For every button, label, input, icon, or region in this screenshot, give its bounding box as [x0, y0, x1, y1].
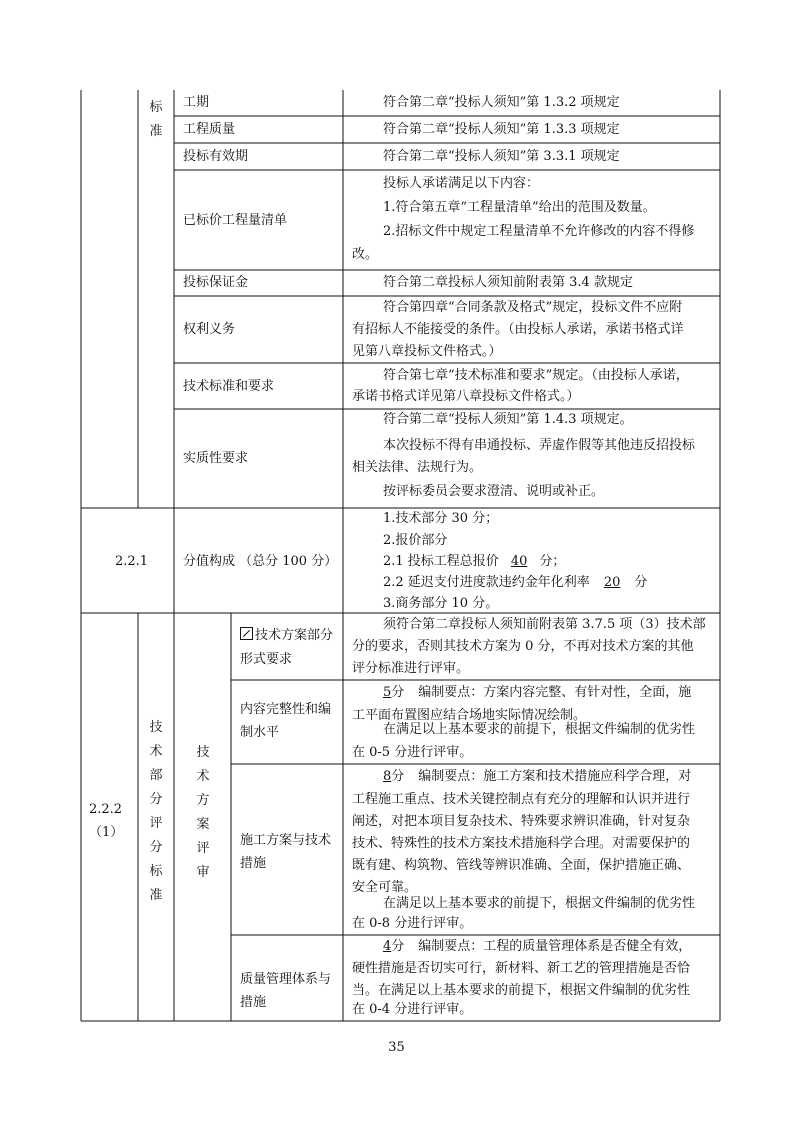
item-content-line: 符合第七章“技术标准和要求”规定。（由投标人承诺， [383, 368, 689, 383]
technical-category-label: 技术部分评分标准 [149, 720, 163, 903]
item-content-line: 当。在满足以上基本要求的前提下，根据文件编制的优劣性 [352, 983, 691, 998]
item-label: 技术标准和要求 [183, 379, 275, 394]
scoring-item-label: 措施 [240, 995, 267, 1010]
item-content-line: 相关法律、法规行为。 [352, 460, 483, 475]
item-label: 已标价工程量清单 [183, 213, 288, 228]
item-content-line: 安全可靠。 [352, 880, 418, 895]
item-content-line: 分的要求，否则其技术方案为 0 分，不再对技术方案的其他 [352, 639, 694, 654]
item-content-line: 符合第二章“投标人须知”第 1.3.2 项规定 [383, 95, 620, 110]
item-label: 投标保证金 [183, 275, 249, 290]
item-content-line: 符合第二章“投标人须知”第 1.3.3 项规定 [383, 122, 620, 137]
item-content-line: 符合第二章“投标人须知”第 3.3.1 项规定 [383, 149, 620, 164]
score-line: 2.报价部分 [383, 533, 448, 548]
item-label: 投标有效期 [183, 149, 249, 164]
scoring-item-label: 内容完整性和编 [240, 702, 332, 717]
item-score: 5 [383, 685, 392, 700]
item-label: 工程质量 [183, 122, 236, 137]
item-content-line: 承诺书格式详见第八章投标文件格式。） [352, 389, 580, 404]
item-score: 8 [383, 769, 392, 784]
clause-number: 2.2.2 [89, 802, 123, 817]
item-label: 工期 [183, 95, 210, 110]
item-content-line: 本次投标不得有串通投标、弄虚作假等其他违反招投标 [383, 438, 696, 453]
item-content-line: 2.招标文件中规定工程量清单不允许修改的内容不得修 [383, 224, 695, 239]
item-content-line: 在 0-4 分进行评审。 [352, 1002, 473, 1017]
checkbox-icon [240, 627, 253, 640]
item-content-line: 1.符合第五章“工程量清单”给出的范围及数量。 [383, 200, 656, 215]
item-content-line: 在满足以上基本要求的前提下，根据文件编制的优劣性 [383, 896, 696, 911]
item-content-line: 有招标人不能接受的条件。（由投标人承诺，承诺书格式详 [352, 322, 684, 337]
item-content-line: 在满足以上基本要求的前提下，根据文件编制的优劣性 [383, 722, 696, 737]
delay-line-suffix: 分 [634, 575, 648, 590]
scoring-first-line: 8分 编制要点：施工方案和技术措施应科学合理，对 [383, 769, 692, 784]
item-content-line: 工程施工重点、技术关键控制点有充分的理解和认识并进行 [352, 792, 691, 807]
page-number: 35 [388, 1040, 405, 1055]
delay-score-value: 20 [603, 575, 621, 590]
item-content-line: 改。 [352, 247, 379, 262]
item-content-line: 投标人承诺满足以下内容： [383, 176, 540, 191]
form-requirement-label: 技术方案部分 [240, 625, 333, 648]
price-score-value: 40 [510, 554, 528, 569]
scoring-first-line: 4分 编制要点：工程的质量管理体系是否健全有效， [383, 939, 692, 954]
item-content-line: 见第八章投标文件格式。） [352, 344, 502, 359]
technical-subcategory-label: 技术方案评审 [196, 745, 210, 880]
item-content-line: 按评标委员会要求澄清、说明或补正。 [383, 484, 605, 499]
clause-sub-number: （1） [89, 825, 124, 840]
item-content-line: 技术、特殊性的技术方案技术措施科学合理。对需要保护的 [352, 836, 691, 851]
scoring-item-label: 质量管理体系与 [240, 972, 332, 987]
scoring-item-label: 施工方案与技术 [240, 833, 332, 848]
item-content-line: 工平面布置图应结合场地实际情况绘制。 [352, 708, 587, 723]
item-label: 分值构成 （总分 100 分） [183, 554, 338, 569]
item-content-line: 须符合第二章投标人须知前附表第 3.7.5 项（3）技术部 [383, 617, 706, 632]
item-content-line: 在 0-8 分进行评审。 [352, 916, 473, 931]
item-content-line: 阐述，对把本项目复杂技术、特殊要求辨识准确，针对复杂 [352, 814, 691, 829]
item-label: 实质性要求 [183, 451, 249, 466]
price-score-line [383, 551, 565, 574]
score-line: 3.商务部分 10 分。 [383, 596, 499, 611]
item-content-line: 符合第二章“投标人须知”第 1.4.3 项规定。 [383, 412, 633, 427]
score-line: 1.技术部分 30 分； [383, 511, 499, 526]
item-score: 4 [383, 939, 392, 954]
item-label: 权利义务 [183, 322, 236, 337]
item-content-line: 硬性措施是否切实可行，新材料、新工艺的管理措施是否恰 [352, 961, 691, 976]
scoring-item-label: 措施 [240, 856, 267, 871]
standards-side-label: 标准 [149, 100, 163, 139]
item-content-line: 既有建、构筑物、管线等辨识准确、全面，保护措施正确、 [352, 858, 691, 873]
price-line-prefix: 2.1 投标工程总报价 [383, 554, 499, 569]
form-requirement-label-line2: 形式要求 [240, 652, 293, 667]
item-content-line: 符合第四章“合同条款及格式”规定，投标文件不应附 [383, 300, 683, 315]
item-content-line: 在 0-5 分进行评审。 [352, 745, 473, 760]
scoring-item-label: 制水平 [240, 725, 280, 740]
delay-line-prefix: 2.2 延迟支付进度款违约金年化利率 [383, 575, 590, 590]
price-line-suffix: 分； [539, 554, 566, 569]
clause-number: 2.2.1 [115, 554, 149, 569]
item-content-line: 评分标准进行评审。 [352, 661, 470, 676]
scoring-first-line: 5分 编制要点：方案内容完整、有针对性，全面，施 [383, 685, 692, 700]
delay-score-line [383, 572, 647, 595]
item-content-line: 符合第二章投标人须知前附表第 3.4 款规定 [383, 275, 633, 290]
